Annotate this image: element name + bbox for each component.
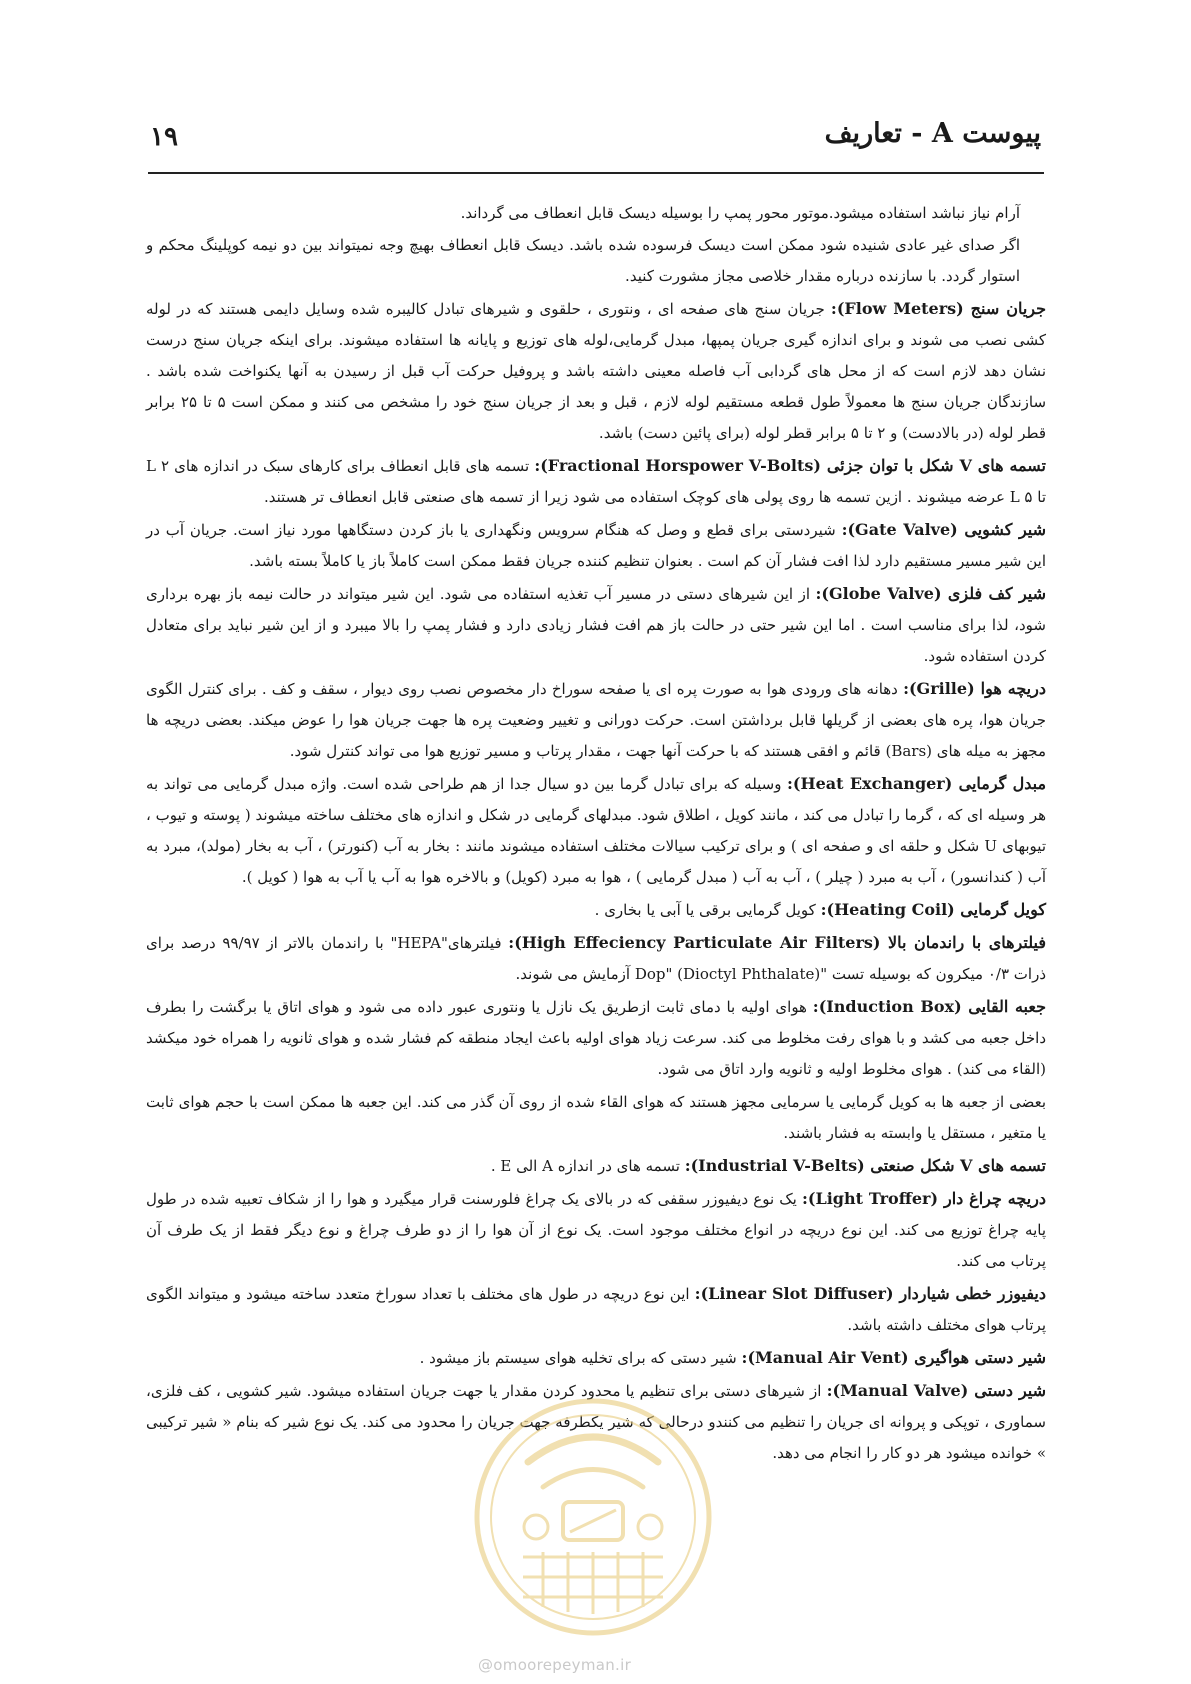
definition-text: دهانه های ورودی هوا به صورت پره ای یا صفحه سوراخ دار مخصوص نصب روی دیوار ، سقف و کف . برای کنترل الگوی جریان هوا، پره های بعضی از گریلها قابل برداشتن است. حرکت دورانی و تغییر وضعیت پره ها جهت جریان هوا را عوض میکند. بعضی دریچه ها مجهز به میله های (Bars) قائم و افقی هستند که با حرکت آنها جهت ، مقدار پرتاب و مسیر توزیع هوا می تواند کنترل شود.	[146, 680, 1046, 760]
definition-text: هوای اولیه با دمای ثابت ازطریق یک نازل یا ونتوری عبور داده می شود و هوای اتاق یا برگشت را بطرف داخل جعبه می کشد و با هوای رفت مخلوط می کند. سرعت زیاد هوای اولیه باعث ایجاد منطقه کم فشار شده و هوای ثانویه را همراه خود میکشد (القاء می کند) . هوای مخلوط اولیه و ثانویه وارد اتاق می شود.	[146, 998, 1046, 1078]
definition-text: بعضی از جعبه ها به کویل گرمایی یا سرمایی مجهز هستند که هوای القاء شده از روی آن گذر می کند. این جعبه ها ممکن است با حجم هوای ثابت یا متغیر ، مستقل یا وابسته به فشار باشند.	[146, 1093, 1046, 1142]
definition-term: کویل گرمایی (Heating Coil):	[820, 900, 1046, 919]
header-rule	[148, 172, 1044, 174]
definition-text: تسمه های قابل انعطاف برای کارهای سبک در اندازه های L ۲ تا L ۵ عرضه میشوند . ازین تسمه ها روی پولی های کوچک استفاده می شود زیرا از تسمه های صنعتی قابل انعطاف تر هستند.	[146, 457, 1046, 506]
definition-text: یک نوع دیفیوزر سقفی که در بالای یک چراغ فلورسنت قرار میگیرد و هوا را از شکاف تعبیه شده در طول پایه چراغ توزیع می کند. این نوع دریچه در انواع مختلف موجود است. یک نوع از آن هوا را از دو طرف چراغ و نوع دیگر فقط از یک طرف آن پرتاب می کند.	[146, 1190, 1046, 1270]
definition-term: شیر دستی (Manual Valve):	[826, 1381, 1047, 1400]
definition-term: جعبه القایی (Induction Box):	[812, 997, 1046, 1016]
definition-term: دریچه چراغ دار (Light Troffer):	[801, 1189, 1047, 1208]
footer-url: @omoorepeyman.ir	[478, 1656, 632, 1674]
definition-text: از این شیرهای دستی در مسیر آب تغذیه استفاده می شود. این شیر میتواند در حالت نیمه باز بهره برداری شود، لذا برای مناسب است . اما این شیر حتی در حالت باز هم افت فشار زیادی دارد و فشار پمپ را بالا میبرد و از این شیر نباید برای متعادل کردن استفاده شود.	[146, 585, 1046, 665]
definition-term: مبدل گرمایی (Heat Exchanger):	[787, 774, 1047, 793]
definition-entry	[146, 514, 1046, 577]
definition-text: جریان سنج های صفحه ای ، ونتوری ، حلقوی و شیرهای تبادل کالیبره شده وسایل دایمی هستند که در لوله کشی نصب می شوند و برای اندازه گیری جریان پمپها، مبدل گرمایی،لوله های توزیع و پایانه ها استفاده میشوند. برای اینکه جریان سنج درست نشان دهد لازم است که از محل های گردابی آب فاصله معینی داشته باشد و پروفیل حرکت آب قبل از رسیدن به آنها یکنواخت شده باشد . سازندگان جریان سنج ها معمولاً طول قطعه مستقیم لوله لازم ، قبل و بعد از جریان سنج خود را مشخص می کنند و ممکن است ۵ تا ۲۵ برابر قطر لوله (در بالادست) و ۲ تا ۵ برابر قطر لوله (برای پائین دست) باشد.	[146, 300, 1047, 442]
definition-text: کویل گرمایی برقی یا آبی یا بخاری .	[594, 901, 821, 919]
definition-term: فیلترهای با راندمان بالا (High Effeciency Particulate Air Filters):	[508, 933, 1046, 952]
definition-term: شیر کشویی (Gate Valve):	[841, 520, 1047, 539]
definition-entry	[146, 1342, 1046, 1374]
definition-entry	[146, 991, 1046, 1085]
definition-term: دیفیوزر خطی شیاردار (Linear Slot Diffuser):	[694, 1284, 1047, 1303]
document-body	[146, 198, 1046, 1470]
definition-entry	[146, 927, 1046, 990]
definition-entry	[146, 768, 1046, 893]
definition-text: از شیرهای دستی برای تنظیم یا محدود کردن مقدار یا جهت جریان استفاده میشود. شیر کشویی ، کف فلزی، سماوری ، توپکی و پروانه ای جریان را تنظیم می کنندو درحالی که شیر یکطرفه جهت جریان را محدود می کند. یک نوع شیر که بنام « شیر ترکیبی » خوانده میشود هر دو کار را انجام می دهد.	[146, 1382, 1046, 1462]
definition-entry	[146, 450, 1046, 513]
definition-entry	[146, 578, 1046, 672]
definition-term: شیر دستی هواگیری (Manual Air Vent):	[741, 1348, 1046, 1367]
definition-term: دریچه هوا (Grille):	[903, 679, 1046, 698]
definition-entry	[146, 673, 1046, 767]
definition-entry	[146, 1183, 1046, 1277]
definition-text: این نوع دریچه در طول های مختلف با تعداد سوراخ متعدد ساخته میشود و میتواند الگوی پرتاب هوای مختلف داشته باشد.	[146, 1285, 1046, 1334]
definition-term: تسمه های V شکل صنعتی (Industrial V-Belts):	[684, 1156, 1046, 1175]
continuation-paragraph: اگر صدای غیر عادی شنیده شود ممکن است دیسک فرسوده شده باشد. دیسک قابل انعطاف بهیچ وجه نمیتواند بین دو نیمه کوپلینگ محکم و استوار گردد. با سازنده درباره مقدار خلاصی مجاز مشورت کنید.	[146, 236, 1020, 285]
definition-term: شیر کف فلزی (Globe Valve):	[815, 584, 1047, 603]
definition-text: شیردستی برای قطع و وصل که هنگام سرویس ونگهداری یا باز کردن دستگاهها مورد نیاز است. جریان آب در این شیر مسیر مستقیم دارد لذا افت فشار آن کم است . بعنوان تنظیم کننده جریان فقط ممکن است کاملاً باز یا کاملاً بسته باشد.	[146, 521, 1046, 570]
publisher-seal-watermark	[468, 1392, 718, 1642]
definition-text: وسیله که برای تبادل گرما بین دو سیال جدا از هم طراحی شده است. واژه مبدل گرمایی می تواند به هر وسیله ای که ، گرما را تبادل می کند ، مانند کویل ، اطلاق شود. مبدلهای گرمایی در شکل و اندازه های مختلف ساخته میشوند ( پوسته و تیوب ، تیوبهای U شکل و حلقه ای و صفحه ای ) و برای ترکیب سیالات مختلف استفاده میشوند مانند : بخار به آب (کنورتر) ، آب به بخار (مولد)، مبرد به آب ( کندانسور) ، آب به مبرد ( چیلر ) ، آب به آب ( مبدل گرمایی ) ، هوا به مبرد (کویل) و بالاخره هوا به آب یا آب به هوا ( کویل ).	[146, 775, 1046, 886]
definition-text: شیر دستی که برای تخلیه هوای سیستم باز میشود .	[419, 1349, 742, 1367]
definition-entry	[146, 1150, 1046, 1182]
definition-entry	[146, 894, 1046, 926]
definition-term: تسمه های V شکل با توان جزئی (Fractional Horspower V-Bolts):	[534, 456, 1047, 475]
running-title: پیوست A - تعاریف	[824, 118, 1041, 149]
page-number: ۱۹	[150, 122, 178, 152]
continuation-paragraph: آرام نیاز نباشد استفاده میشود.موتور محور پمپ را بوسیله دیسک قابل انعطاف می گرداند.	[460, 204, 1020, 222]
definition-term: جریان سنج (Flow Meters):	[830, 299, 1046, 318]
definition-text: فیلترهای"HEPA" با راندمان بالاتر از ۹۹/۹۷ درصد برای ذرات ۰/۳ میکرون که بوسیله تست "Dop" (Dioctyl Phthalate) آزمایش می شوند.	[146, 934, 1046, 983]
definition-text: تسمه های در اندازه A الی E .	[490, 1157, 685, 1175]
definition-entry	[146, 293, 1046, 449]
definition-continuation	[146, 1086, 1046, 1149]
page-header	[150, 118, 1041, 168]
definition-entry	[146, 1278, 1046, 1341]
